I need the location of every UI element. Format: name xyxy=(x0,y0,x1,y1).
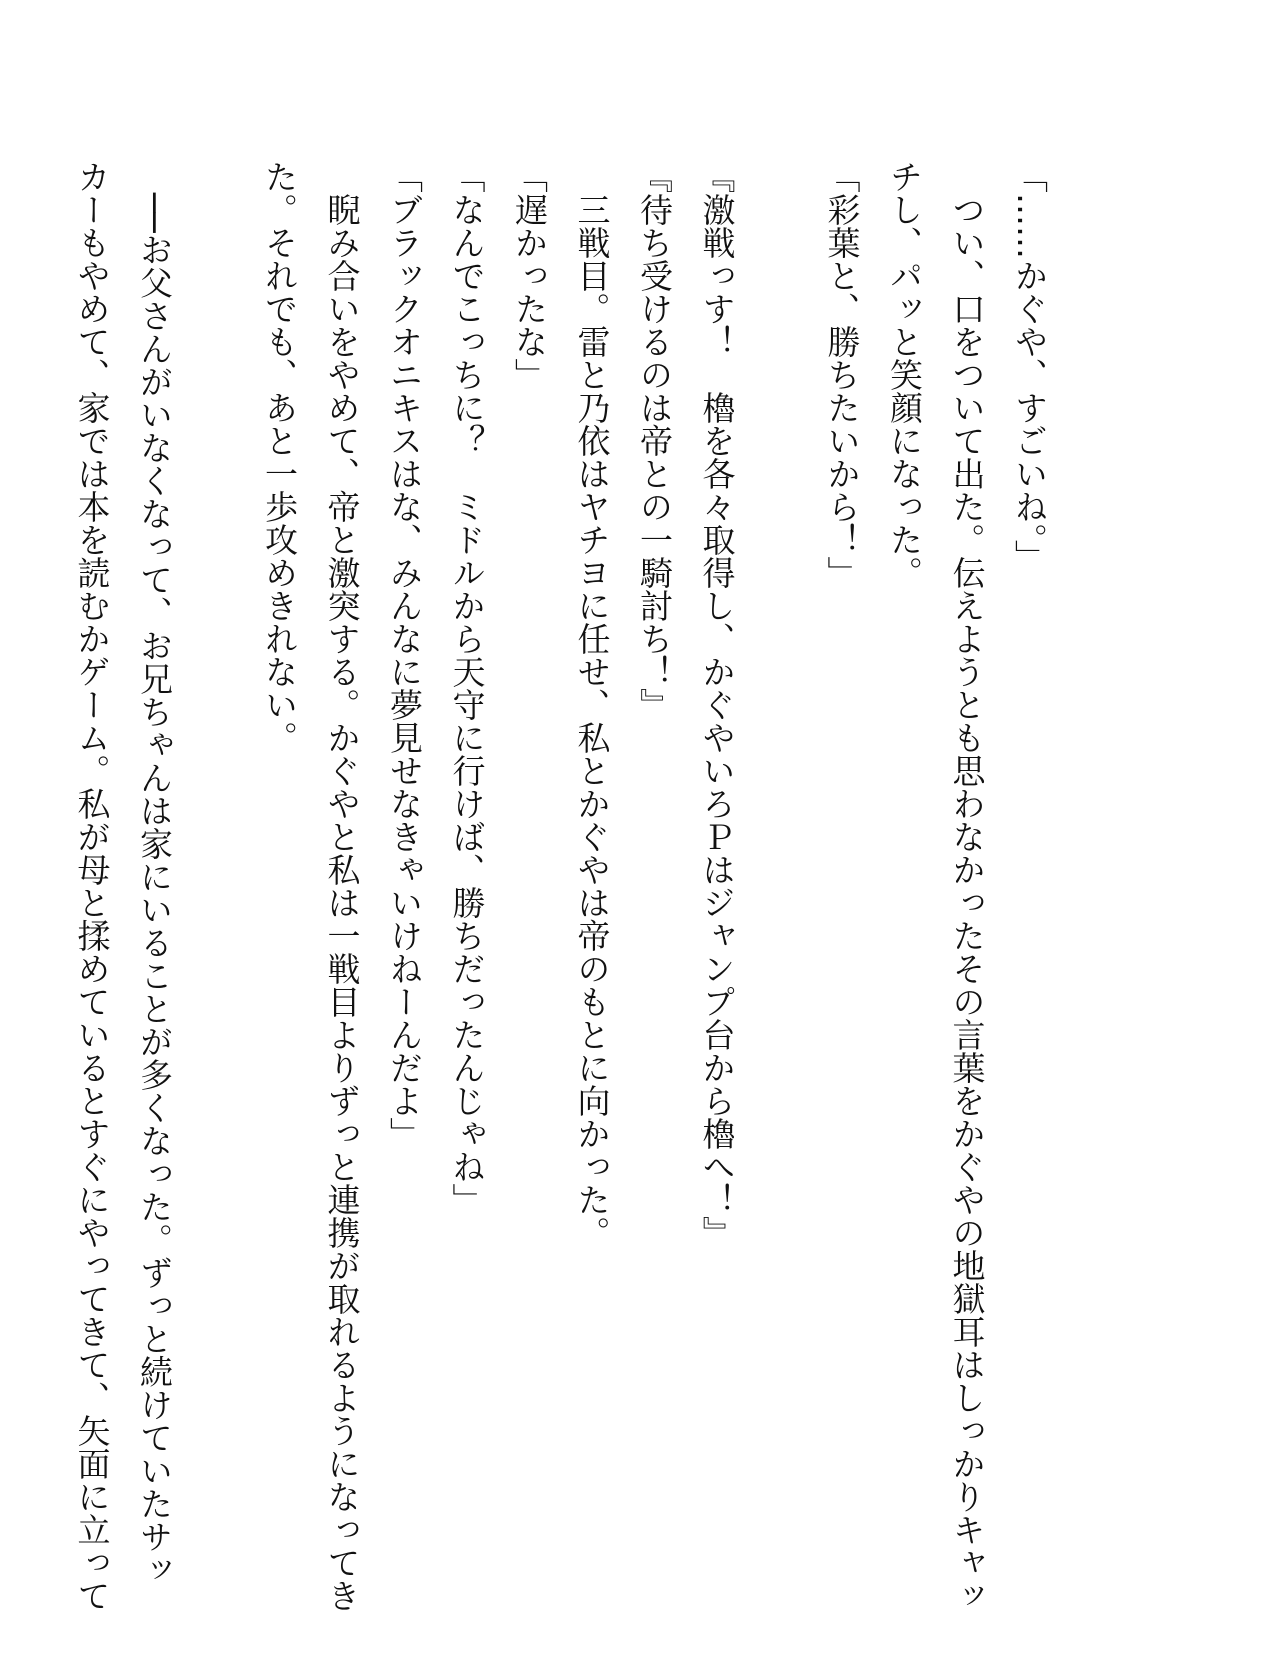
blank-line xyxy=(748,160,811,1530)
text-line: 『激戦っす！ 櫓を各々取得し、かぐやいろＰはジャンプ台から櫓へ！』 xyxy=(697,160,737,1249)
text-line: 三戦目。雷と乃依はヤチヨに任せ、私とかぐやは帝のもとに向かった。 xyxy=(572,160,612,1249)
text-line: ──お父さんがいなくなって、お兄ちゃんは家にいることが多くなった。ずっと続けていたサッ xyxy=(135,160,174,1586)
text-line: 「……かぐや、すごいね。」 xyxy=(1010,160,1049,573)
text-line: 「彩葉と、勝ちたいから！」 xyxy=(822,160,862,589)
text-line: つい、口をついて出た。伝えようとも思わなかったその言葉をかぐやの地獄耳はしっかりキャッ xyxy=(947,160,987,1612)
text-line: た。それでも、あと一歩攻めきれない。 xyxy=(260,160,299,754)
text-line: カーもやめて、家では本を読むかゲーム。私が母と揉めているとすぐにやってきて、矢面に立って xyxy=(72,160,112,1612)
text-line: チし、パッと笑顔になった。 xyxy=(885,160,924,589)
text-line: 「遅かったな」 xyxy=(510,160,549,391)
text-line: 「ブラックオニキスはな、みんなに夢見せなきゃいけねーんだよ」 xyxy=(385,160,424,1150)
text-line: 「なんでこっちに？ ミドルから天守に行けば、勝ちだったんじゃね」 xyxy=(447,160,487,1216)
text-line: 『待ち受けるのは帝との一騎討ち！』 xyxy=(635,160,674,721)
text-line: 睨み合いをやめて、帝と激突する。かぐやと私は一戦目よりずっと連携が取れるようになってき xyxy=(322,160,362,1612)
blank-line xyxy=(185,160,248,1530)
vertical-text-block xyxy=(72,160,1060,1612)
